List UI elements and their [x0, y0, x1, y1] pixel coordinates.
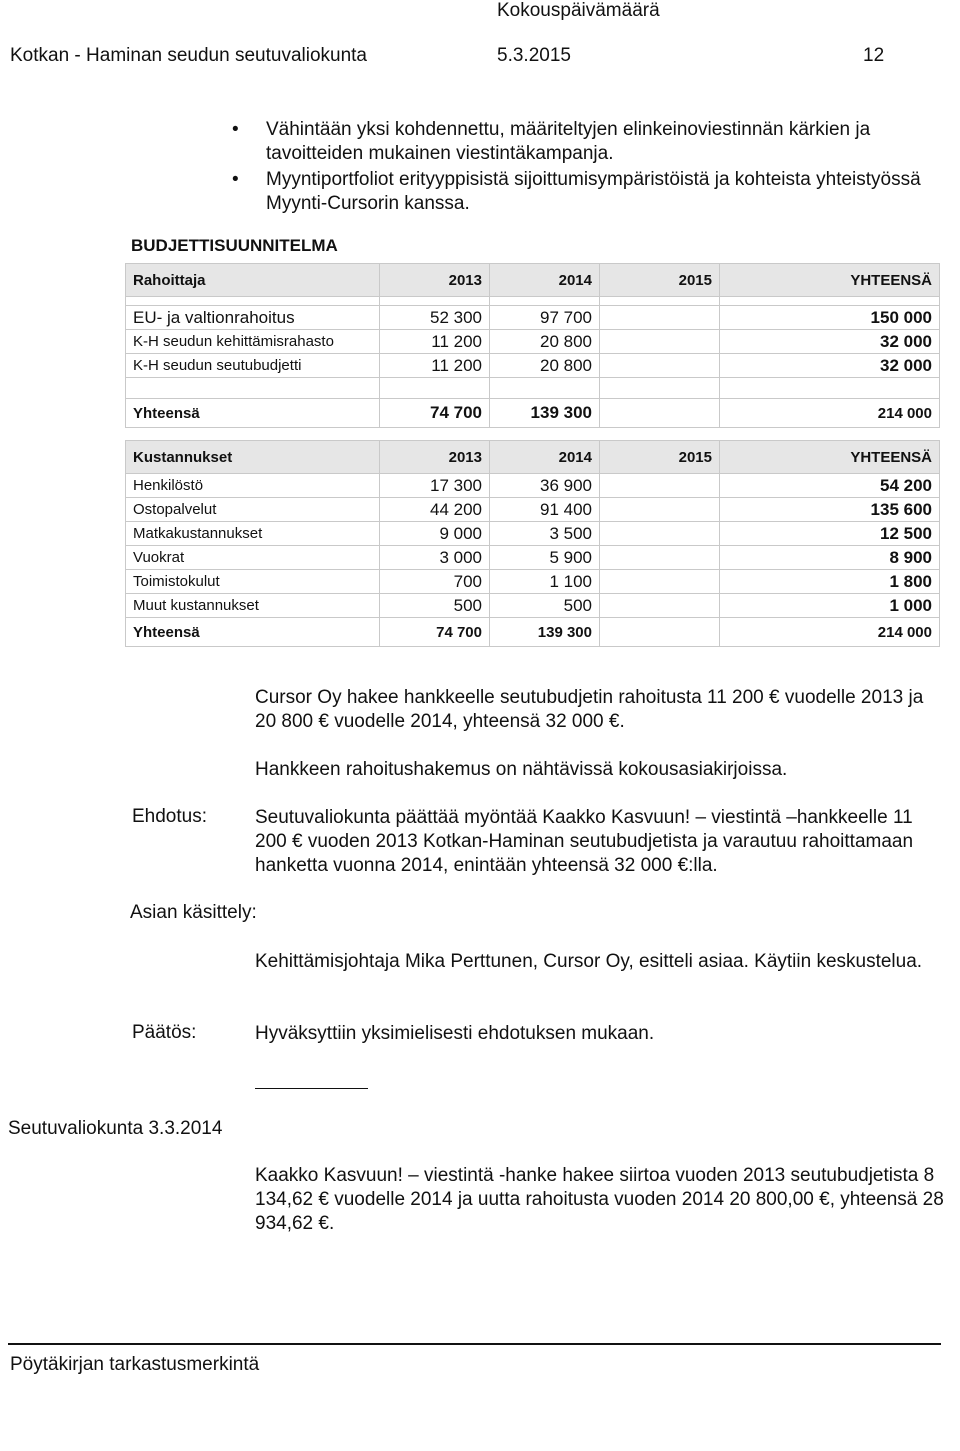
ehdotus-label: Ehdotus: — [132, 806, 207, 827]
table-row — [126, 522, 940, 546]
table-cell: 1 000 — [720, 594, 940, 618]
table-cell: 17 300 — [380, 474, 490, 498]
table-cell: K-H seudun kehittämisrahasto — [126, 330, 380, 354]
table-cell: 97 700 — [490, 306, 600, 330]
table-cell: 12 500 — [720, 522, 940, 546]
table-cell: 11 200 — [380, 330, 490, 354]
table-cell: 44 200 — [380, 498, 490, 522]
table-cell: K-H seudun seutubudjetti — [126, 354, 380, 378]
budget-title: BUDJETTISUUNNITELMA — [131, 236, 338, 255]
column-header: Rahoittaja — [126, 264, 380, 297]
table-cell — [126, 297, 380, 306]
table-cell — [600, 570, 720, 594]
table-row — [126, 570, 940, 594]
kasittely-text: Kehittämisjohtaja Mika Perttunen, Cursor Oy, esitteli asiaa. Käytiin keskustelua. — [255, 951, 923, 972]
table-total-row — [126, 618, 940, 647]
table-cell — [600, 306, 720, 330]
prev-meeting-label: Seutuvaliokunta 3.3.2014 — [8, 1118, 223, 1139]
table-cell: 500 — [490, 594, 600, 618]
table-cell: Yhteensä — [126, 399, 380, 428]
table-cell: 5 900 — [490, 546, 600, 570]
table-cell: Yhteensä — [126, 618, 380, 647]
table-cell: 135 600 — [720, 498, 940, 522]
kasittely-label: Asian käsittely: — [130, 902, 257, 923]
documents-paragraph: Hankkeen rahoitushakemus on nähtävissä kokousasiakirjoissa. — [255, 759, 788, 780]
bullet-icon: • — [232, 169, 239, 190]
prev-meeting-text: Kaakko Kasvuun! – viestintä -hanke hakee siirtoa vuoden 2013 seutubudjetista 8 134,62 € vuodelle 2014 ja uutta rahoitusta vuoden 2014 20 800,00 €, yhteensä 28 934,62 €. — [255, 1165, 944, 1234]
funding-table — [125, 263, 940, 428]
table-cell — [600, 378, 720, 399]
table-cell: 11 200 — [380, 354, 490, 378]
column-header: YHTEENSÄ — [720, 264, 940, 297]
table-total-row — [126, 399, 940, 428]
ehdotus-text: Seutuvaliokunta päättää myöntää Kaakko Kasvuun! – viestintä –hankkeelle 11 200 € vuoden 2013 Kotkan-Haminan seutubudjetista ja varautuu rahoittamaan hanketta vuonna 2014, enintään yhteensä 32 000 €:lla. — [255, 807, 914, 876]
table-header-row — [126, 264, 940, 297]
list-item — [232, 118, 942, 166]
table-cell — [380, 297, 490, 306]
column-header: 2014 — [490, 264, 600, 297]
table-cell: Muut kustannukset — [126, 594, 380, 618]
table-cell: 150 000 — [720, 306, 940, 330]
column-header: 2013 — [380, 264, 490, 297]
table-cell: 20 800 — [490, 354, 600, 378]
table-cell: 8 900 — [720, 546, 940, 570]
table-row — [126, 378, 940, 399]
table-cell: 139 300 — [490, 399, 600, 428]
table-cell — [126, 378, 380, 399]
application-paragraph: Cursor Oy hakee hankkeelle seutubudjetin rahoitusta 11 200 € vuodelle 2013 ja 20 800 € vuodelle 2014, yhteensä 32 000 €. — [255, 687, 924, 732]
column-header: 2013 — [380, 441, 490, 474]
table-cell: 54 200 — [720, 474, 940, 498]
table-row — [126, 498, 940, 522]
footer-text: Pöytäkirjan tarkastusmerkintä — [10, 1354, 260, 1375]
organization-name: Kotkan - Haminan seudun seutuvaliokunta — [10, 45, 368, 66]
table-cell — [720, 297, 940, 306]
table-row — [126, 306, 940, 330]
table-cell: 32 000 — [720, 330, 940, 354]
table-header-row — [126, 441, 940, 474]
table-cell: 91 400 — [490, 498, 600, 522]
table-cell — [600, 594, 720, 618]
meeting-date: 5.3.2015 — [497, 45, 571, 66]
table-cell: 3 000 — [380, 546, 490, 570]
table-cell — [600, 546, 720, 570]
table-cell — [380, 378, 490, 399]
table-cell — [600, 330, 720, 354]
table-row — [126, 474, 940, 498]
table-cell — [600, 297, 720, 306]
bullet-list — [232, 118, 942, 218]
table-cell: Henkilöstö — [126, 474, 380, 498]
table-cell: 74 700 — [380, 618, 490, 647]
table-row — [126, 594, 940, 618]
table-cell — [720, 378, 940, 399]
table-row — [126, 330, 940, 354]
table-cell: Matkakustannukset — [126, 522, 380, 546]
meeting-date-label: Kokouspäivämäärä — [497, 0, 660, 21]
list-item — [232, 168, 942, 216]
table-cell: 74 700 — [380, 399, 490, 428]
table-cell: 214 000 — [720, 399, 940, 428]
table-cell: 52 300 — [380, 306, 490, 330]
table-cell: 36 900 — [490, 474, 600, 498]
table-cell — [600, 474, 720, 498]
column-header: Kustannukset — [126, 441, 380, 474]
table-cell — [600, 354, 720, 378]
table-cell: 139 300 — [490, 618, 600, 647]
separator-line — [255, 1088, 368, 1089]
bullet-icon: • — [232, 119, 239, 140]
table-cell — [600, 399, 720, 428]
table-cell: Toimistokulut — [126, 570, 380, 594]
table-cell — [490, 297, 600, 306]
column-header: 2014 — [490, 441, 600, 474]
table-cell: 1 800 — [720, 570, 940, 594]
table-cell — [490, 378, 600, 399]
table-cell: 9 000 — [380, 522, 490, 546]
table-cell: 500 — [380, 594, 490, 618]
footer-divider — [8, 1343, 941, 1345]
bullet-text: Myyntiportfoliot erityyppisistä sijoittumisympäristöistä ja kohteista yhteistyössä Myynti-Cursorin kanssa. — [266, 169, 921, 214]
paatos-text: Hyväksyttiin yksimielisesti ehdotuksen mukaan. — [255, 1023, 655, 1044]
table-cell: 3 500 — [490, 522, 600, 546]
table-cell: 32 000 — [720, 354, 940, 378]
column-header: YHTEENSÄ — [720, 441, 940, 474]
table-cell: Ostopalvelut — [126, 498, 380, 522]
page-number: 12 — [863, 45, 885, 66]
table-cell — [600, 618, 720, 647]
table-cell: 214 000 — [720, 618, 940, 647]
paatos-label: Päätös: — [132, 1022, 197, 1043]
column-header: 2015 — [600, 441, 720, 474]
table-row — [126, 354, 940, 378]
bullet-text: Vähintään yksi kohdennettu, määriteltyjen elinkeinoviestinnän kärkien ja tavoitteiden mukainen viestintäkampanja. — [266, 119, 871, 164]
table-cell — [600, 522, 720, 546]
table-cell: Vuokrat — [126, 546, 380, 570]
table-row — [126, 546, 940, 570]
table-cell: 1 100 — [490, 570, 600, 594]
costs-table — [125, 440, 940, 647]
table-cell — [600, 498, 720, 522]
column-header: 2015 — [600, 264, 720, 297]
table-cell: 20 800 — [490, 330, 600, 354]
table-cell: 700 — [380, 570, 490, 594]
table-cell: EU- ja valtionrahoitus — [126, 306, 380, 330]
